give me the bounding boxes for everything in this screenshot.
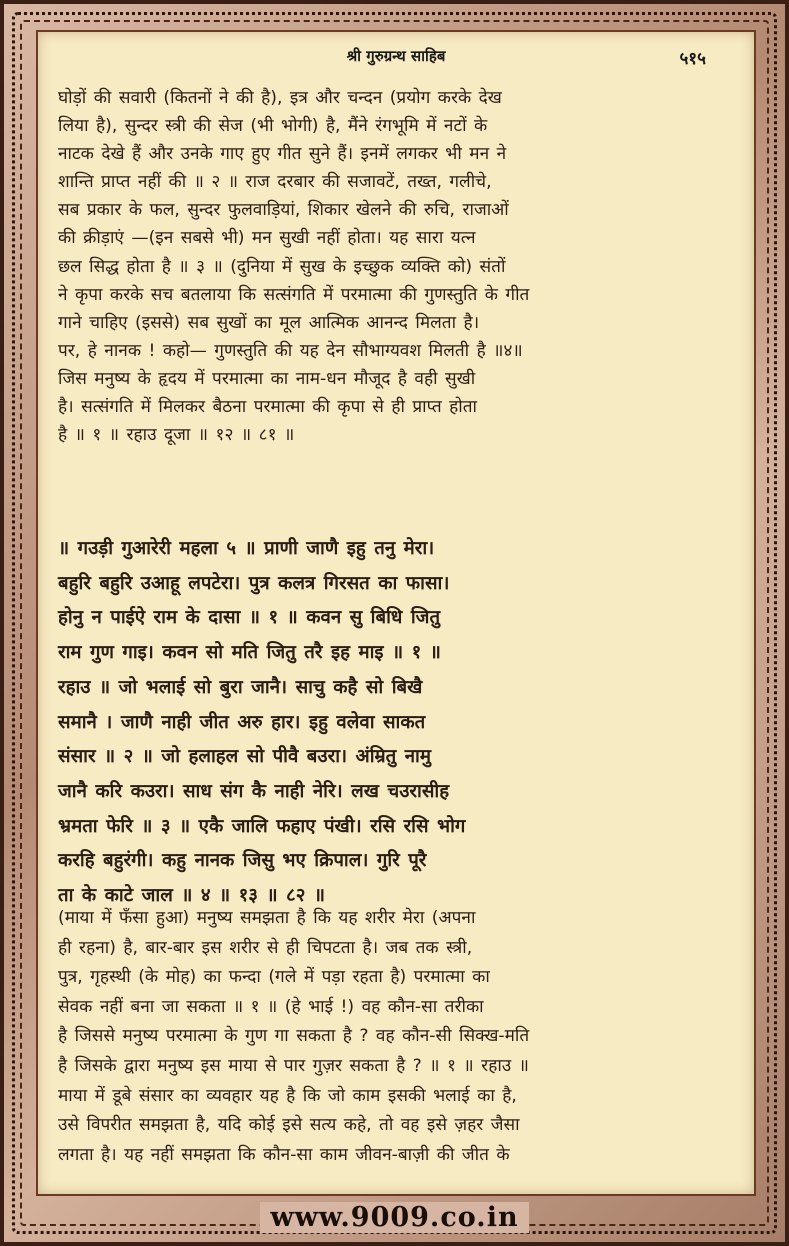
- text-line: ने कृपा करके सच बतलाया कि सत्संगति में परमात्मा की गुणस्तुति के गीत: [58, 284, 530, 305]
- verse-line: समानै । जाणै नाही जीत अरु हार। इहु वलेवा साकत: [58, 711, 426, 733]
- verse-line: जानै करि कउरा। साध संग कै नाही नेरि। लख चउरासीह: [58, 780, 450, 802]
- text-line: माया में डूबे संसार का व्यवहार यह है कि जो काम इसकी भलाई का है,: [58, 1085, 517, 1106]
- shabad-verse: [58, 532, 734, 914]
- verse-line: रहाउ ॥ जो भलाई सो बुरा जानै। साचु कहै सो बिखै: [58, 676, 423, 698]
- text-line: है जिससे मनुष्य परमात्मा के गुण गा सकता है ? वह कौन-सी सिक्ख-मति: [58, 1026, 530, 1047]
- text-line: लिया है), सुन्दर स्त्री की सेज (भी भोगी) है, मैंने रंगभूमि में नटों के: [58, 116, 488, 137]
- scripture-page: [36, 30, 756, 1196]
- page-number: ५१५: [679, 49, 706, 69]
- text-line: लगता है। यह नहीं समझता कि कौन-सा काम जीवन-बाज़ी की जीत के: [58, 1144, 510, 1165]
- text-line: है जिसके द्वारा मनुष्य इस माया से पार गुज़र सकता है ? ॥ १ ॥ रहाउ ॥: [58, 1055, 529, 1076]
- text-line: की क्रीड़ाएं —(इन सबसे भी) मन सुखी नहीं होता। यह सारा यत्न: [58, 228, 476, 249]
- verse-line: संसार ॥ २ ॥ जो हलाहल सो पीवै बउरा। अंम्रितु नामु: [58, 746, 431, 768]
- verse-line: ता के काटे जाल ॥ ४ ॥ १३ ॥ ८२ ॥: [58, 885, 326, 907]
- text-line: है ॥ १ ॥ रहाउ दूजा ॥ १२ ॥ ८१ ॥: [58, 425, 295, 446]
- verse-line: ॥ गउड़ी गुआरेरी महला ५ ॥ प्राणी जाणै इहु तनु मेरा।: [58, 538, 435, 559]
- text-line: घोड़ों की सवारी (कितनों ने की है), इत्र और चन्दन (प्रयोग करके देख: [58, 88, 502, 108]
- text-line: नाटक देखे हैं और उनके गाए हुए गीत सुने हैं। इनमें लगकर भी मन ने: [58, 144, 507, 165]
- text-line: उसे विपरीत समझता है, यदि कोई इसे सत्य कहे, तो वह इसे ज़हर जैसा: [58, 1115, 520, 1136]
- text-line: छल सिद्ध होता है ॥ ३ ॥ (दुनिया में सुख के इच्छुक व्यक्ति को) संतों: [58, 256, 506, 277]
- text-line: सेवक नहीं बना जा सकता ॥ १ ॥ (हे भाई !) वह कौन-सा तरीका: [58, 996, 484, 1017]
- translation-paragraph-2: [58, 904, 734, 1170]
- text-line: पुत्र, गृहस्थी (के मोह) का फन्दा (गले में पड़ा रहता है) परमात्मा का: [58, 967, 490, 988]
- page-title: श्री गुरुग्रन्थ साहिब: [346, 47, 446, 65]
- text-line: पर, हे नानक ! कहो— गुणस्तुति की यह देन सौभाग्यवश मिलती है ॥४॥: [58, 340, 523, 361]
- verse-line: होनु न पाईऐ राम के दासा ॥ १ ॥ कवन सु बिधि जितु: [58, 607, 441, 629]
- page-header: [38, 40, 754, 72]
- text-line: सब प्रकार के फल, सुन्दर फुलवाड़ियां, शिकार खेलने की रुचि, राजाओं: [58, 200, 509, 221]
- translation-paragraph-1: [58, 84, 734, 449]
- website-link[interactable]: www.9009.co.in: [260, 1202, 528, 1233]
- text-line: जिस मनुष्य के हृदय में परमात्मा का नाम-धन मौजूद है वही सुखी: [58, 368, 476, 389]
- text-line: गाने चाहिए (इससे) सब सुखों का मूल आत्मिक आनन्द मिलता है।: [58, 312, 480, 333]
- text-line: ही रहना) है, बार-बार इस शरीर से ही चिपटता है। जब तक स्त्री,: [58, 937, 473, 958]
- verse-line: बहुरि बहुरि उआहू लपटेरा। पुत्र कलत्र गिरसत का फासा।: [58, 572, 450, 594]
- site-footer: [0, 1202, 789, 1236]
- verse-line: करहि बहुरंगी। कहु नानक जिसु भए क्रिपाल। गुरि पूरै: [58, 850, 427, 872]
- verse-line: भ्रमता फेरि ॥ ३ ॥ एकै जालि फहाए पंखी। रसि रसि भोग: [58, 815, 466, 837]
- text-line: (माया में फँसा हुआ) मनुष्य समझता है कि यह शरीर मेरा (अपना: [58, 908, 476, 928]
- verse-line: राम गुण गाइ। कवन सो मति जितु तरै इह माइ ॥ १ ॥: [58, 642, 441, 664]
- text-line: है। सत्संगति में मिलकर बैठना परमात्मा की कृपा से ही प्राप्त होता: [58, 397, 477, 418]
- text-line: शान्ति प्राप्त नहीं की ॥ २ ॥ राज दरबार की सजावटें, तख्त, गलीचे,: [58, 172, 492, 193]
